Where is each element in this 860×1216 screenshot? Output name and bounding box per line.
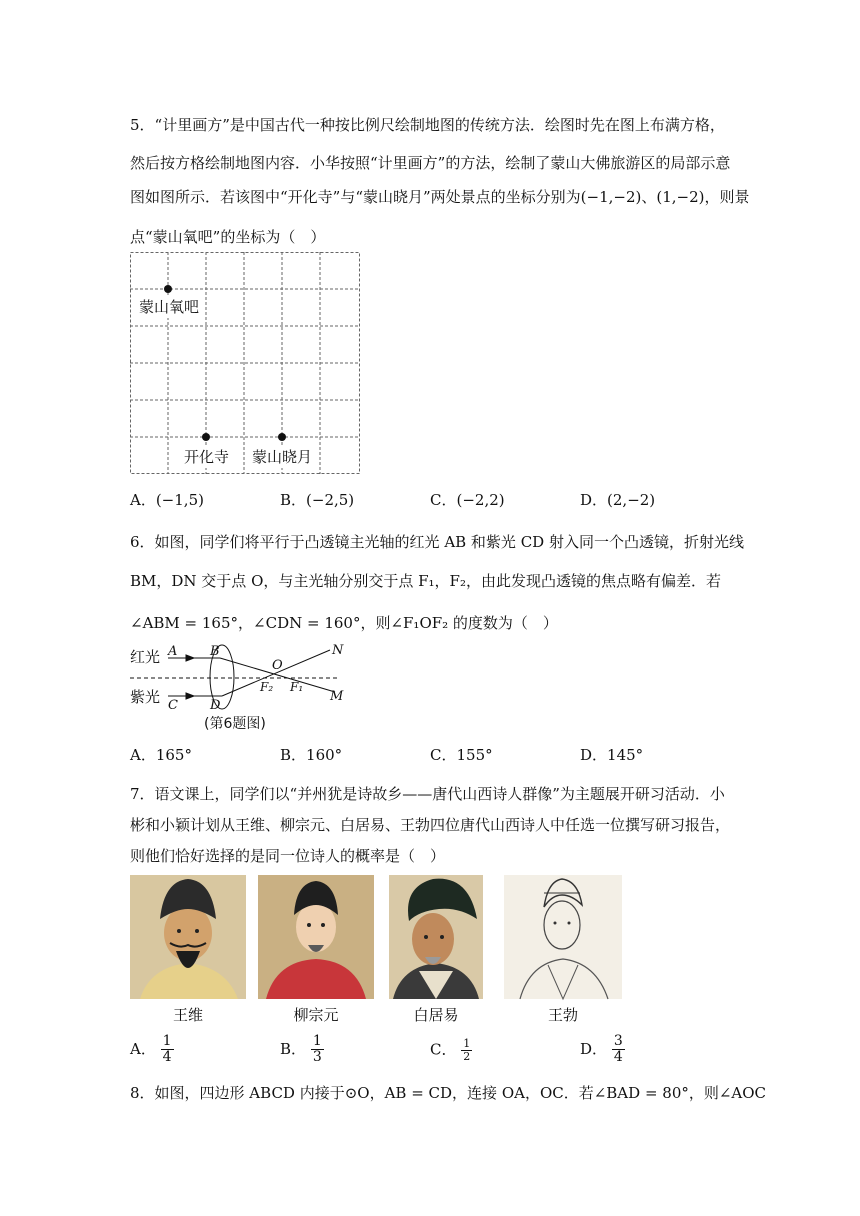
q6-label-o: O xyxy=(272,658,283,673)
q7-text-line3: 则他们恰好选择的是同一位诗人的概率是（ ） xyxy=(130,847,446,865)
portrait-wang-wei xyxy=(130,875,246,999)
q5-text-line2: 然后按方格绘制地图内容．小华按照“计里画方”的方法，绘制了蒙山大佛旅游区的局部示意 xyxy=(130,154,731,172)
q5-option-b[interactable]: B．(−2,5) xyxy=(280,491,355,509)
q6-text-line2: BM，DN 交于点 O，与主光轴分别交于点 F₁，F₂，由此发现凸透镜的焦点略有偏差．若 xyxy=(130,572,721,590)
portrait-liu-zongyuan xyxy=(258,875,374,999)
q6-option-b[interactable]: B．160° xyxy=(280,746,343,764)
q5-text-line3: 图如图所示．若该图中“开化寺”与“蒙山晓月”两处景点的坐标分别为(−1,−2)、(1,−2)，则景 xyxy=(130,188,750,206)
q6-label-f2: F₂ xyxy=(260,680,274,694)
q5-point-mengshan-oxygen xyxy=(164,285,172,293)
q7-option-d-label: D． xyxy=(580,1039,608,1058)
q5-point-mengshan-moon xyxy=(278,433,286,441)
poet-name-1: 王维 xyxy=(172,1006,203,1024)
q5-option-a[interactable]: A．(−1,5) xyxy=(130,491,204,509)
poet-name-4: 王勃 xyxy=(547,1006,578,1024)
poet-name-3: 白居易 xyxy=(413,1006,459,1024)
q7-option-a-label: A． xyxy=(130,1039,156,1058)
q6-label-f1: F₁ xyxy=(290,680,304,694)
q6-option-a[interactable]: A．165° xyxy=(130,746,192,764)
portrait-wang-bo xyxy=(504,875,622,999)
q5-label-left: 开化寺 xyxy=(184,448,230,466)
poet-name-2: 柳宗元 xyxy=(293,1006,339,1024)
q7-option-c-label: C． xyxy=(430,1040,457,1059)
q6-caption: (第6题图) xyxy=(204,716,266,732)
q6-text-line1: 6．如图，同学们将平行于凸透镜主光轴的红光 AB 和紫光 CD 射入同一个凸透镜，折射光线 xyxy=(130,533,744,551)
q6-label-red: 红光 xyxy=(130,648,161,666)
q7-option-b-label: B． xyxy=(280,1039,307,1058)
q6-label-purple: 紫光 xyxy=(130,688,161,706)
q7-option-b-fraction: $\frac{1}{3}$ xyxy=(312,1033,322,1066)
q6-label-m: M xyxy=(330,689,344,704)
q6-label-c: C xyxy=(168,698,178,713)
q7-option-a-fraction: $\frac{1}{4}$ xyxy=(162,1033,172,1066)
q7-option-b[interactable] xyxy=(280,1034,324,1066)
q7-option-a[interactable] xyxy=(130,1034,174,1066)
q5-text-line4: 点“蒙山氧吧”的坐标为（ ） xyxy=(130,228,326,246)
q5-grid-figure xyxy=(130,252,360,474)
q6-option-d[interactable]: D．145° xyxy=(580,746,644,764)
q6-label-a: A xyxy=(168,644,178,659)
q5-text-line1: 5．“计里画方”是中国古代一种按比例尺绘制地图的传统方法．绘图时先在图上布满方格， xyxy=(130,116,725,134)
q6-label-n: N xyxy=(332,643,344,658)
q7-option-c[interactable] xyxy=(430,1038,472,1063)
q5-point-kaihua-temple xyxy=(202,433,210,441)
q7-option-d[interactable] xyxy=(580,1034,625,1066)
q5-option-d[interactable]: D．(2,−2) xyxy=(580,491,656,509)
q8-text-line1: 8．如图，四边形 ABCD 内接于⊙O，AB = CD，连接 OA，OC．若∠BAD = 80°，则∠AOC xyxy=(130,1084,767,1102)
q7-text-line1: 7．语文课上，同学们以“并州犹是诗故乡——唐代山西诗人群像”为主题展开研习活动．小 xyxy=(130,785,725,803)
q7-option-d-fraction: $\frac{3}{4}$ xyxy=(613,1033,623,1066)
q6-option-c[interactable]: C．155° xyxy=(430,746,493,764)
q5-label-top: 蒙山氧吧 xyxy=(139,298,200,316)
q5-option-c[interactable]: C．(−2,2) xyxy=(430,491,505,509)
q6-lens-figure xyxy=(130,640,350,732)
q6-label-d: D xyxy=(210,698,221,713)
q7-option-c-fraction: $\frac{1}{2}$ xyxy=(463,1037,471,1064)
q7-text-line2: 彬和小颖计划从王维、柳宗元、白居易、王勃四位唐代山西诗人中任选一位撰写研习报告， xyxy=(130,816,731,834)
q6-text-line3: ∠ABM = 165°，∠CDN = 160°，则∠F₁OF₂ 的度数为（ ） xyxy=(130,614,558,632)
q6-label-b: B xyxy=(210,644,220,659)
portrait-bai-juyi xyxy=(389,875,483,999)
q5-label-right: 蒙山晓月 xyxy=(252,448,313,466)
